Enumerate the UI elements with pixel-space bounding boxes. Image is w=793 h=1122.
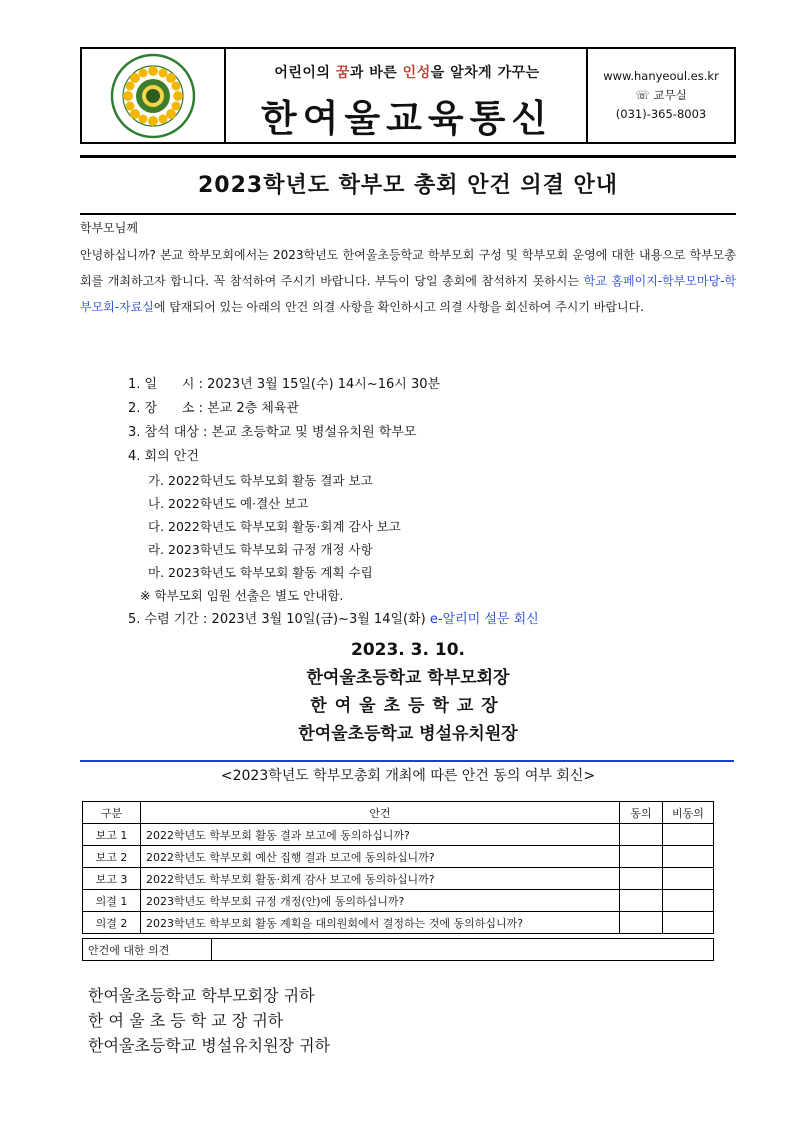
agree-cell[interactable] xyxy=(620,912,663,934)
addressee-kindergarten-director: 한여울초등학교 병설유치원장 귀하 xyxy=(88,1036,331,1055)
table-row xyxy=(83,824,714,846)
disagree-cell[interactable] xyxy=(663,890,714,912)
meeting-date: 1. 일 시 : 2023년 3월 15일(수) 14시~16시 30분 xyxy=(128,377,441,392)
school-seal-icon xyxy=(110,53,196,139)
column-header: 구분 xyxy=(83,802,141,824)
greeting: 학부모님께 xyxy=(80,221,138,235)
opinion-label: 안건에 대한 의견 xyxy=(83,939,212,961)
agenda-heading: 4. 회의 안건 xyxy=(128,449,199,464)
phone-text: (031)-365-8003 xyxy=(615,107,707,121)
masthead-cell xyxy=(226,49,588,142)
addressee-parents-president: 한여울초등학교 학부모회장 귀하 xyxy=(88,986,315,1005)
office-text: ☏ 교무실 xyxy=(635,88,687,102)
disagree-cell[interactable] xyxy=(663,846,714,868)
signer-kindergarten-director: 한여울초등학교 병설유치원장 xyxy=(298,724,518,744)
slogan: 어린이의 꿈과 바른 인성을 알차게 가꾸는 xyxy=(274,65,540,81)
intro-paragraph: 안녕하십니까? 본교 학부모회에서는 2023학년도 한여울초등학교 학부모회 구성 및 학부모회 운영에 대한 내용으로 학부모총회를 개최하고자 합니다. 꼭 참석하여 주시기 바랍니다. 부득이 당일 총회에 참석하지 못하시는 학교 홈페이지-학부모마당-학부모회-자료실에 탑재되어 있는 아래의 안건 의결 사항을 확인하시고 의결 사항을 회신하여 주시기 바랍니다. xyxy=(80,248,736,314)
column-header: 동의 xyxy=(620,802,663,824)
meeting-target: 3. 참석 대상 : 본교 초등학교 및 병설유치원 학부모 xyxy=(128,425,417,440)
divider xyxy=(80,213,736,215)
signer-parents-president: 한여울초등학교 학부모회장 xyxy=(306,668,510,688)
row-category: 보고 3 xyxy=(83,868,141,890)
row-question: 2022학년도 학부모회 예산 집행 결과 보고에 동의하십니까? xyxy=(141,846,620,868)
table-row xyxy=(83,912,714,934)
homepage-path-link[interactable]: 학교 홈페이지-학부모마당-학부모회-자료실 xyxy=(80,274,736,314)
note: ※ 학부모회 임원 선출은 별도 안내함. xyxy=(140,588,344,603)
agenda-item: 가. 2022학년도 학부모회 활동 결과 보고 xyxy=(148,473,373,488)
table-row xyxy=(83,846,714,868)
issue-date: 2023. 3. 10. xyxy=(350,640,465,660)
agree-cell[interactable] xyxy=(620,824,663,846)
collection-period: 5. 수렴 기간 : 2023년 3월 10일(금)~3월 14일(화) e-알리미 설문 회신 xyxy=(128,612,539,627)
addressee-principal: 한 여 울 초 등 학 교 장 귀하 xyxy=(88,1011,284,1030)
agenda-item: 다. 2022학년도 학부모회 활동·회계 감사 보고 xyxy=(148,519,401,534)
disagree-cell[interactable] xyxy=(663,824,714,846)
row-category: 보고 1 xyxy=(83,824,141,846)
row-question: 2023학년도 학부모회 활동 계획을 대의원회에서 결정하는 것에 동의하십니까? xyxy=(141,912,620,934)
newsletter-header xyxy=(80,47,736,144)
e-alimi-link[interactable]: e-알리미 설문 회신 xyxy=(429,612,539,627)
opinion-input-cell[interactable] xyxy=(212,939,714,961)
cut-line xyxy=(80,760,734,762)
column-header: 안건 xyxy=(141,802,620,824)
agree-cell[interactable] xyxy=(620,846,663,868)
row-question: 2022학년도 학부모회 활동·회계 감사 보고에 동의하십니까? xyxy=(141,868,620,890)
agenda-item: 마. 2023학년도 학부모회 활동 계획 수립 xyxy=(148,565,373,580)
agree-cell[interactable] xyxy=(620,890,663,912)
row-question: 2023학년도 학부모회 규정 개정(안)에 동의하십니까? xyxy=(141,890,620,912)
reply-table xyxy=(82,801,714,934)
website-text: www.hanyeoul.es.kr xyxy=(603,69,719,83)
agenda-item: 라. 2023학년도 학부모회 규정 개정 사항 xyxy=(148,542,373,557)
table-row xyxy=(83,890,714,912)
contact-cell xyxy=(586,49,734,142)
signoff xyxy=(80,636,736,748)
meeting-details xyxy=(128,373,539,632)
row-question: 2022학년도 학부모회 활동 결과 보고에 동의하십니까? xyxy=(141,824,620,846)
column-header: 비동의 xyxy=(663,802,714,824)
school-logo-cell xyxy=(82,49,226,142)
divider xyxy=(80,155,736,158)
disagree-cell[interactable] xyxy=(663,912,714,934)
opinion-row xyxy=(83,939,714,961)
row-category: 보고 2 xyxy=(83,846,141,868)
meeting-place: 2. 장 소 : 본교 2층 체육관 xyxy=(128,401,299,416)
closing-addressees xyxy=(88,983,330,1058)
opinion-table xyxy=(82,938,714,961)
agree-cell[interactable] xyxy=(620,868,663,890)
signer-principal: 한여울초등학교장 xyxy=(310,696,506,716)
disagree-cell[interactable] xyxy=(663,868,714,890)
page-title: 2023학년도 학부모 총회 안건 의결 안내 xyxy=(197,173,619,198)
table-row xyxy=(83,868,714,890)
masthead-title: 한여울교육통신 xyxy=(260,96,554,140)
row-category: 의결 2 xyxy=(83,912,141,934)
agenda-item: 나. 2022학년도 예·결산 보고 xyxy=(148,496,309,511)
table-header-row xyxy=(83,802,714,824)
row-category: 의결 1 xyxy=(83,890,141,912)
reply-form-title: <2023학년도 학부모총회 개최에 따른 안건 동의 여부 회신> xyxy=(220,768,596,784)
